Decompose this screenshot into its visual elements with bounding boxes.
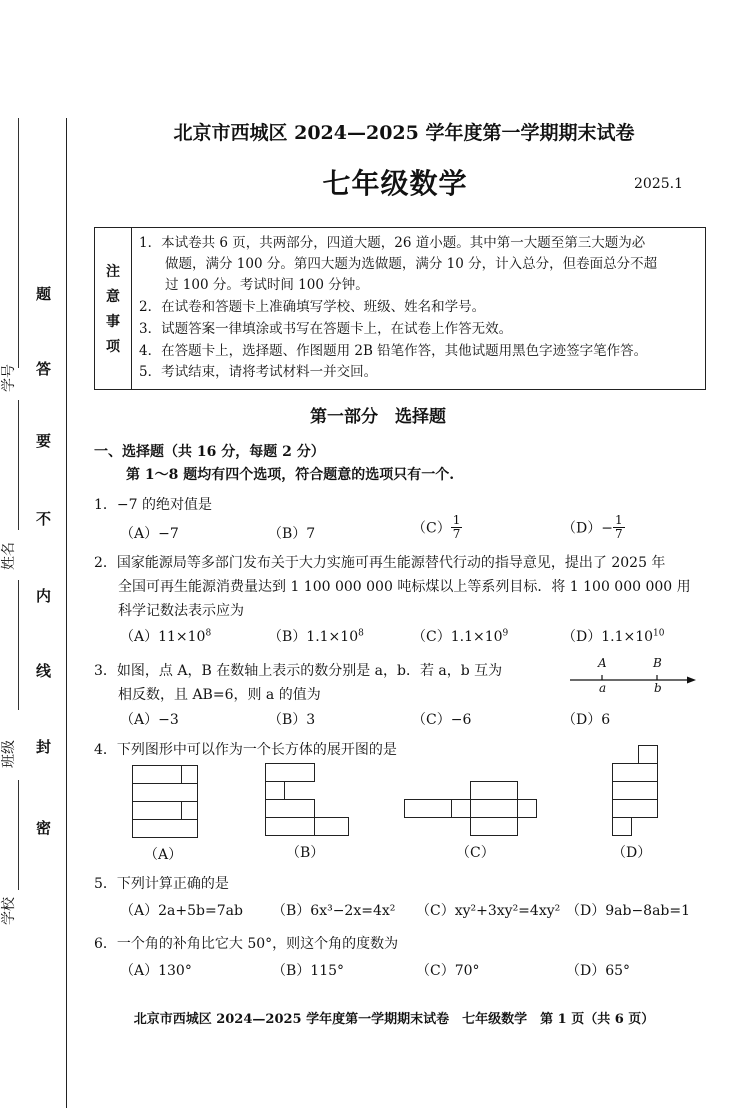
notice-item: 过 100 分。考试时间 100 分钟。: [165, 277, 369, 293]
notice-item: 1．本试卷共 6 页，共两部分，四道大题，26 道小题。其中第一大题至第三大题为必: [139, 235, 646, 251]
q3-option-c: （C）−6: [412, 712, 472, 728]
notice-item: 5．考试结束，请将考试材料一并交回。: [139, 364, 378, 380]
class-label: 班级: [1, 740, 17, 768]
q5-option-b: （B）6x³−2x=4x²: [272, 903, 396, 919]
number-line: [568, 656, 700, 698]
student-id-label: 学号: [1, 364, 17, 392]
q6-option-c: （C）70°: [416, 963, 480, 979]
q5-option-d: （D）9ab−8ab=1: [566, 903, 691, 919]
q4-label-a: （A）: [144, 847, 183, 863]
value-a-label: a: [599, 681, 607, 695]
q2-option-d-base: （D）1.1×10: [562, 629, 654, 645]
notice-item: 做题，满分 100 分。第四大题为选做题，满分 10 分，计入总分，但卷面总分不超: [165, 256, 658, 272]
notice-item: 2．在试卷和答题卡上准确填写学校、班级、姓名和学号。: [139, 299, 486, 315]
q3-option-d: （D）6: [562, 712, 611, 728]
class-blank[interactable]: [18, 580, 19, 710]
net-cell: [404, 799, 452, 818]
exponent: 9: [502, 628, 509, 639]
notice-label-char: 项: [106, 339, 120, 355]
q1-stem: 1．−7 的绝对值是: [94, 497, 212, 513]
q4-label-c: （C）: [456, 845, 495, 861]
net-cell: [612, 763, 658, 782]
name-blank[interactable]: [18, 400, 19, 530]
exam-title: 北京市西城区 2024—2025 学年度第一学期期末试卷: [173, 122, 635, 144]
exponent: 8: [205, 628, 212, 639]
notice-label-char: 注: [106, 264, 120, 280]
point-a-label: A: [598, 656, 607, 670]
q1-option-c: [412, 514, 462, 541]
fraction-denominator: 7: [614, 527, 623, 541]
q1-option-a: （A）−7: [120, 526, 179, 542]
net-cell: [265, 799, 315, 818]
q3-stem-line: 3．如图，点 A，B 在数轴上表示的数分别是 a，b．若 a，b 互为: [94, 663, 503, 679]
fraction: [451, 514, 463, 541]
q1-option-d: [562, 514, 625, 541]
net-cell: [265, 763, 315, 782]
q2-option-c: [412, 626, 508, 646]
q3-stem-line: 相反数，且 AB=6，则 a 的值为: [118, 687, 321, 703]
net-cell: [470, 799, 518, 818]
notice-box: [94, 227, 706, 390]
net-cell: [132, 819, 198, 838]
q3-option-a: （A）−3: [120, 712, 179, 728]
q5-option-c: （C）xy²+3xy²=4xy²: [416, 903, 561, 919]
school-blank[interactable]: [18, 780, 19, 890]
binding-char: 要: [36, 432, 52, 450]
binding-char: 线: [36, 662, 52, 680]
q4-label-d: （D）: [612, 845, 652, 861]
notice-label-char: 意: [106, 289, 120, 305]
notice-item: 4．在答题卡上，选择题、作图题用 2B 铅笔作答，其他试题用黑色字迹签字笔作答。: [139, 343, 648, 359]
net-cell: [517, 799, 537, 818]
q5-option-a: （A）2a+5b=7ab: [120, 903, 243, 919]
arrow-icon: [687, 677, 696, 684]
net-cell: [132, 765, 182, 784]
q2-option-b-base: （B）1.1×10: [268, 629, 359, 645]
q4-stem: 4．下列图形中可以作为一个长方体的展开图的是: [94, 742, 397, 758]
net-cell: [181, 765, 198, 784]
student-id-blank[interactable]: [18, 118, 19, 368]
net-cell: [181, 801, 198, 820]
notice-label-char: 事: [106, 314, 120, 330]
value-b-label: b: [654, 681, 662, 695]
binding-char: 封: [36, 738, 52, 756]
q1-option-b: （B）7: [268, 526, 316, 542]
fraction-denominator: 7: [452, 527, 461, 541]
q6-option-d: （D）65°: [566, 963, 631, 979]
net-cell: [612, 799, 658, 818]
net-cell: [612, 817, 632, 836]
q3-option-b: （B）3: [268, 712, 316, 728]
q2-option-d: [562, 626, 665, 646]
q1-option-c-prefix: （C）: [412, 520, 451, 537]
net-cell: [470, 781, 518, 800]
fraction: [613, 514, 625, 541]
q2-option-a-base: （A）11×10: [120, 629, 206, 645]
q2-option-b: [268, 626, 364, 646]
q2-stem-line: 2．国家能源局等多部门发布关于大力实施可再生能源替代行动的指导意见，提出了 2025 年: [94, 555, 666, 571]
exponent: 8: [358, 628, 364, 639]
exam-date: 2025.1: [634, 176, 683, 192]
fraction-numerator: 1: [614, 513, 623, 527]
net-cell: [132, 801, 182, 820]
q6-option-b: （B）115°: [272, 963, 345, 979]
q1-option-d-prefix: （D）−: [562, 520, 613, 537]
q2-option-a: [120, 626, 211, 646]
notice-label: [106, 260, 122, 360]
binding-char: 内: [36, 587, 52, 605]
subject-title: 七年级数学: [322, 167, 468, 200]
q2-option-c-base: （C）1.1×10: [412, 629, 503, 645]
binding-char: 密: [36, 819, 52, 837]
section-instruction: 第 1～8 题均有四个选项，符合题意的选项只有一个.: [126, 467, 455, 483]
net-cell: [470, 817, 518, 836]
net-cell: [451, 799, 471, 818]
binding-line: [66, 118, 67, 1108]
q2-stem-line: 全国可再生能源消费量达到 1 100 000 000 吨标煤以上等系列目标．将 1 100 000 000 用: [118, 579, 691, 595]
binding-char: 答: [36, 360, 52, 378]
net-cell: [265, 781, 285, 800]
binding-char: 题: [36, 285, 52, 303]
q6-stem: 6．一个角的补角比它大 50°，则这个角的度数为: [94, 936, 399, 952]
net-cell: [638, 745, 658, 764]
part-title: 第一部分 选择题: [310, 407, 446, 427]
notice-divider: [131, 228, 132, 389]
name-label: 姓名: [1, 542, 17, 570]
q4-label-b: （B）: [286, 845, 325, 861]
q6-option-a: （A）130°: [120, 963, 192, 979]
q2-stem-line: 科学记数法表示应为: [118, 603, 244, 619]
section-heading: 一、选择题（共 16 分，每题 2 分）: [94, 444, 325, 460]
page-footer: 北京市西城区 2024—2025 学年度第一学期期末试卷 七年级数学 第 1 页（共 6 页）: [133, 1012, 655, 1027]
exponent: 10: [653, 628, 665, 639]
binding-char: 不: [36, 510, 52, 528]
point-b-label: B: [653, 656, 662, 670]
notice-item: 3．试题答案一律填涂或书写在答题卡上，在试卷上作答无效。: [139, 321, 513, 337]
net-cell: [314, 817, 349, 836]
net-cell: [612, 781, 658, 800]
school-label: 学校: [1, 897, 17, 925]
net-cell: [132, 783, 198, 802]
q5-stem: 5．下列计算正确的是: [94, 876, 229, 892]
fraction-numerator: 1: [452, 513, 461, 527]
